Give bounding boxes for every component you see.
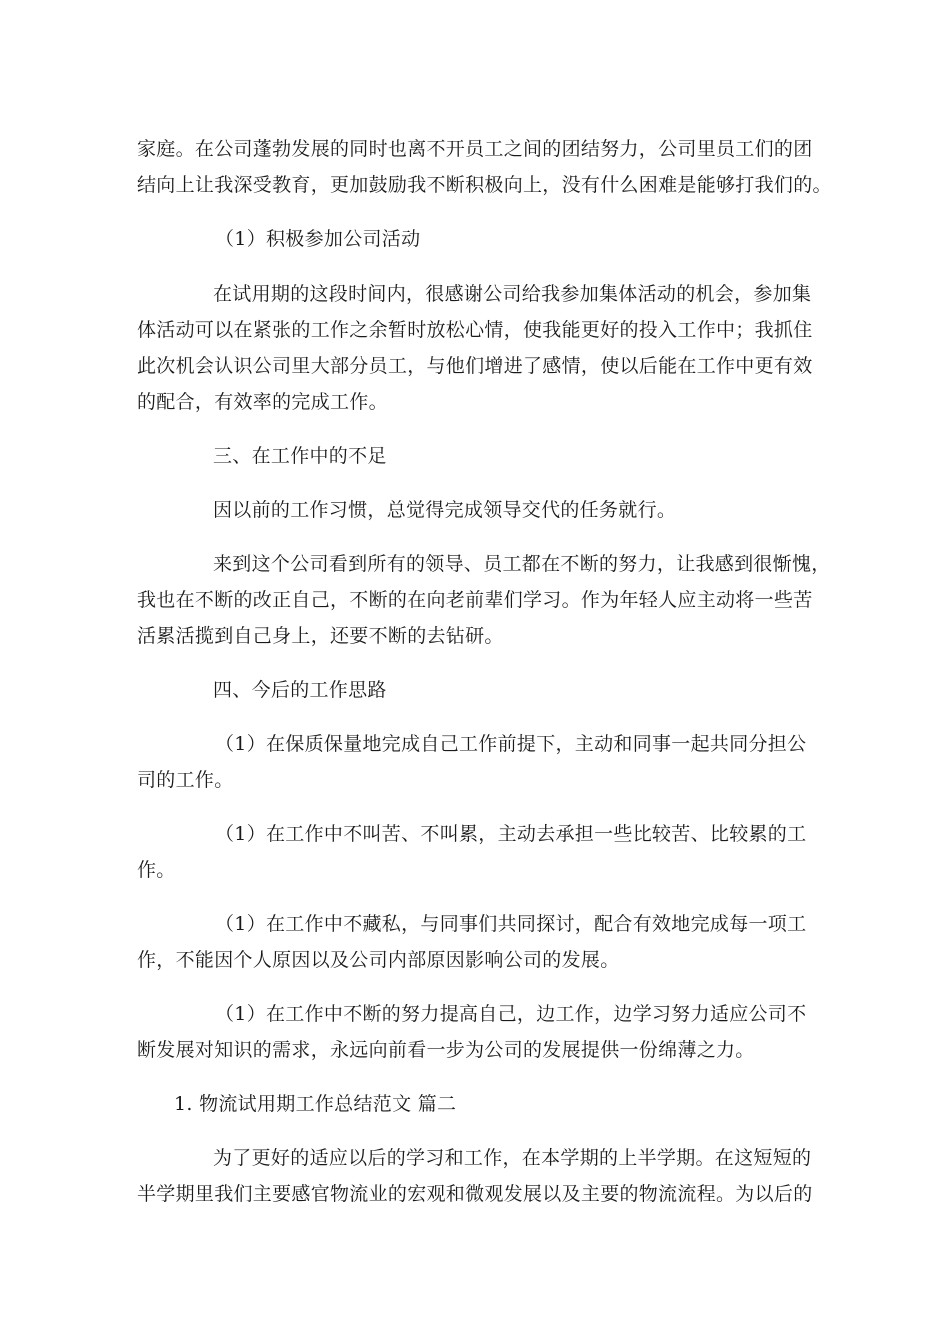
section-heading: 三、在工作中的不足 [213, 445, 387, 467]
list-item-line: （1）在工作中不断的努力提高自己，边工作，边学习努力适应公司不 [215, 1003, 807, 1025]
list-item-line: 断发展对知识的需求，永远向前看一步为公司的发展提供一份绵薄之力。 [137, 1039, 755, 1061]
paragraph-line: 为了更好的适应以后的学习和工作，在本学期的上半学期。在这短短的 [213, 1147, 812, 1169]
paragraph-line: 结向上让我深受教育，更加鼓励我不断积极向上，没有什么困难是能够打我们的。 [137, 174, 832, 196]
paragraph-line: 家庭。在公司蓬勃发展的同时也离不开员工之间的团结努力，公司里员工们的团 [137, 138, 813, 160]
list-item-line: （1）在保质保量地完成自己工作前提下，主动和同事一起共同分担公 [215, 733, 807, 755]
paragraph-line: 在试用期的这段时间内，很感谢公司给我参加集体活动的机会，参加集 [213, 283, 812, 305]
paragraph-line: 的配合，有效率的完成工作。 [137, 391, 388, 413]
paragraph-line: 半学期里我们主要感官物流业的宏观和微观发展以及主要的物流流程。为以后的 [137, 1183, 813, 1205]
paragraph-line: 此次机会认识公司里大部分员工，与他们增进了感情，使以后能在工作中更有效 [137, 355, 813, 377]
paragraph-line: 活累活揽到自己身上，还要不断的去钻研。 [137, 625, 504, 647]
section-subheading: （1）积极参加公司活动 [215, 228, 421, 250]
article-heading: 1. 物流试用期工作总结范文 篇二 [174, 1093, 457, 1115]
paragraph-line: 来到这个公司看到所有的领导、员工都在不断的努力，让我感到很惭愧， [213, 553, 831, 575]
paragraph-line: 我也在不断的改正自己，不断的在向老前辈们学习。作为年轻人应主动将一些苦 [137, 589, 813, 611]
list-item-line: （1）在工作中不藏私，与同事们共同探讨，配合有效地完成每一项工 [215, 913, 807, 935]
section-heading: 四、今后的工作思路 [213, 679, 387, 701]
list-item-line: 司的工作。 [137, 769, 234, 791]
list-item-line: 作。 [137, 859, 176, 881]
list-item-line: （1）在工作中不叫苦、不叫累，主动去承担一些比较苦、比较累的工 [215, 823, 807, 845]
paragraph-line: 体活动可以在紧张的工作之余暂时放松心情，使我能更好的投入工作中；我抓住 [137, 319, 813, 341]
list-item-line: 作，不能因个人原因以及公司内部原因影响公司的发展。 [137, 949, 620, 971]
paragraph-line: 因以前的工作习惯，总觉得完成领导交代的任务就行。 [213, 499, 677, 521]
